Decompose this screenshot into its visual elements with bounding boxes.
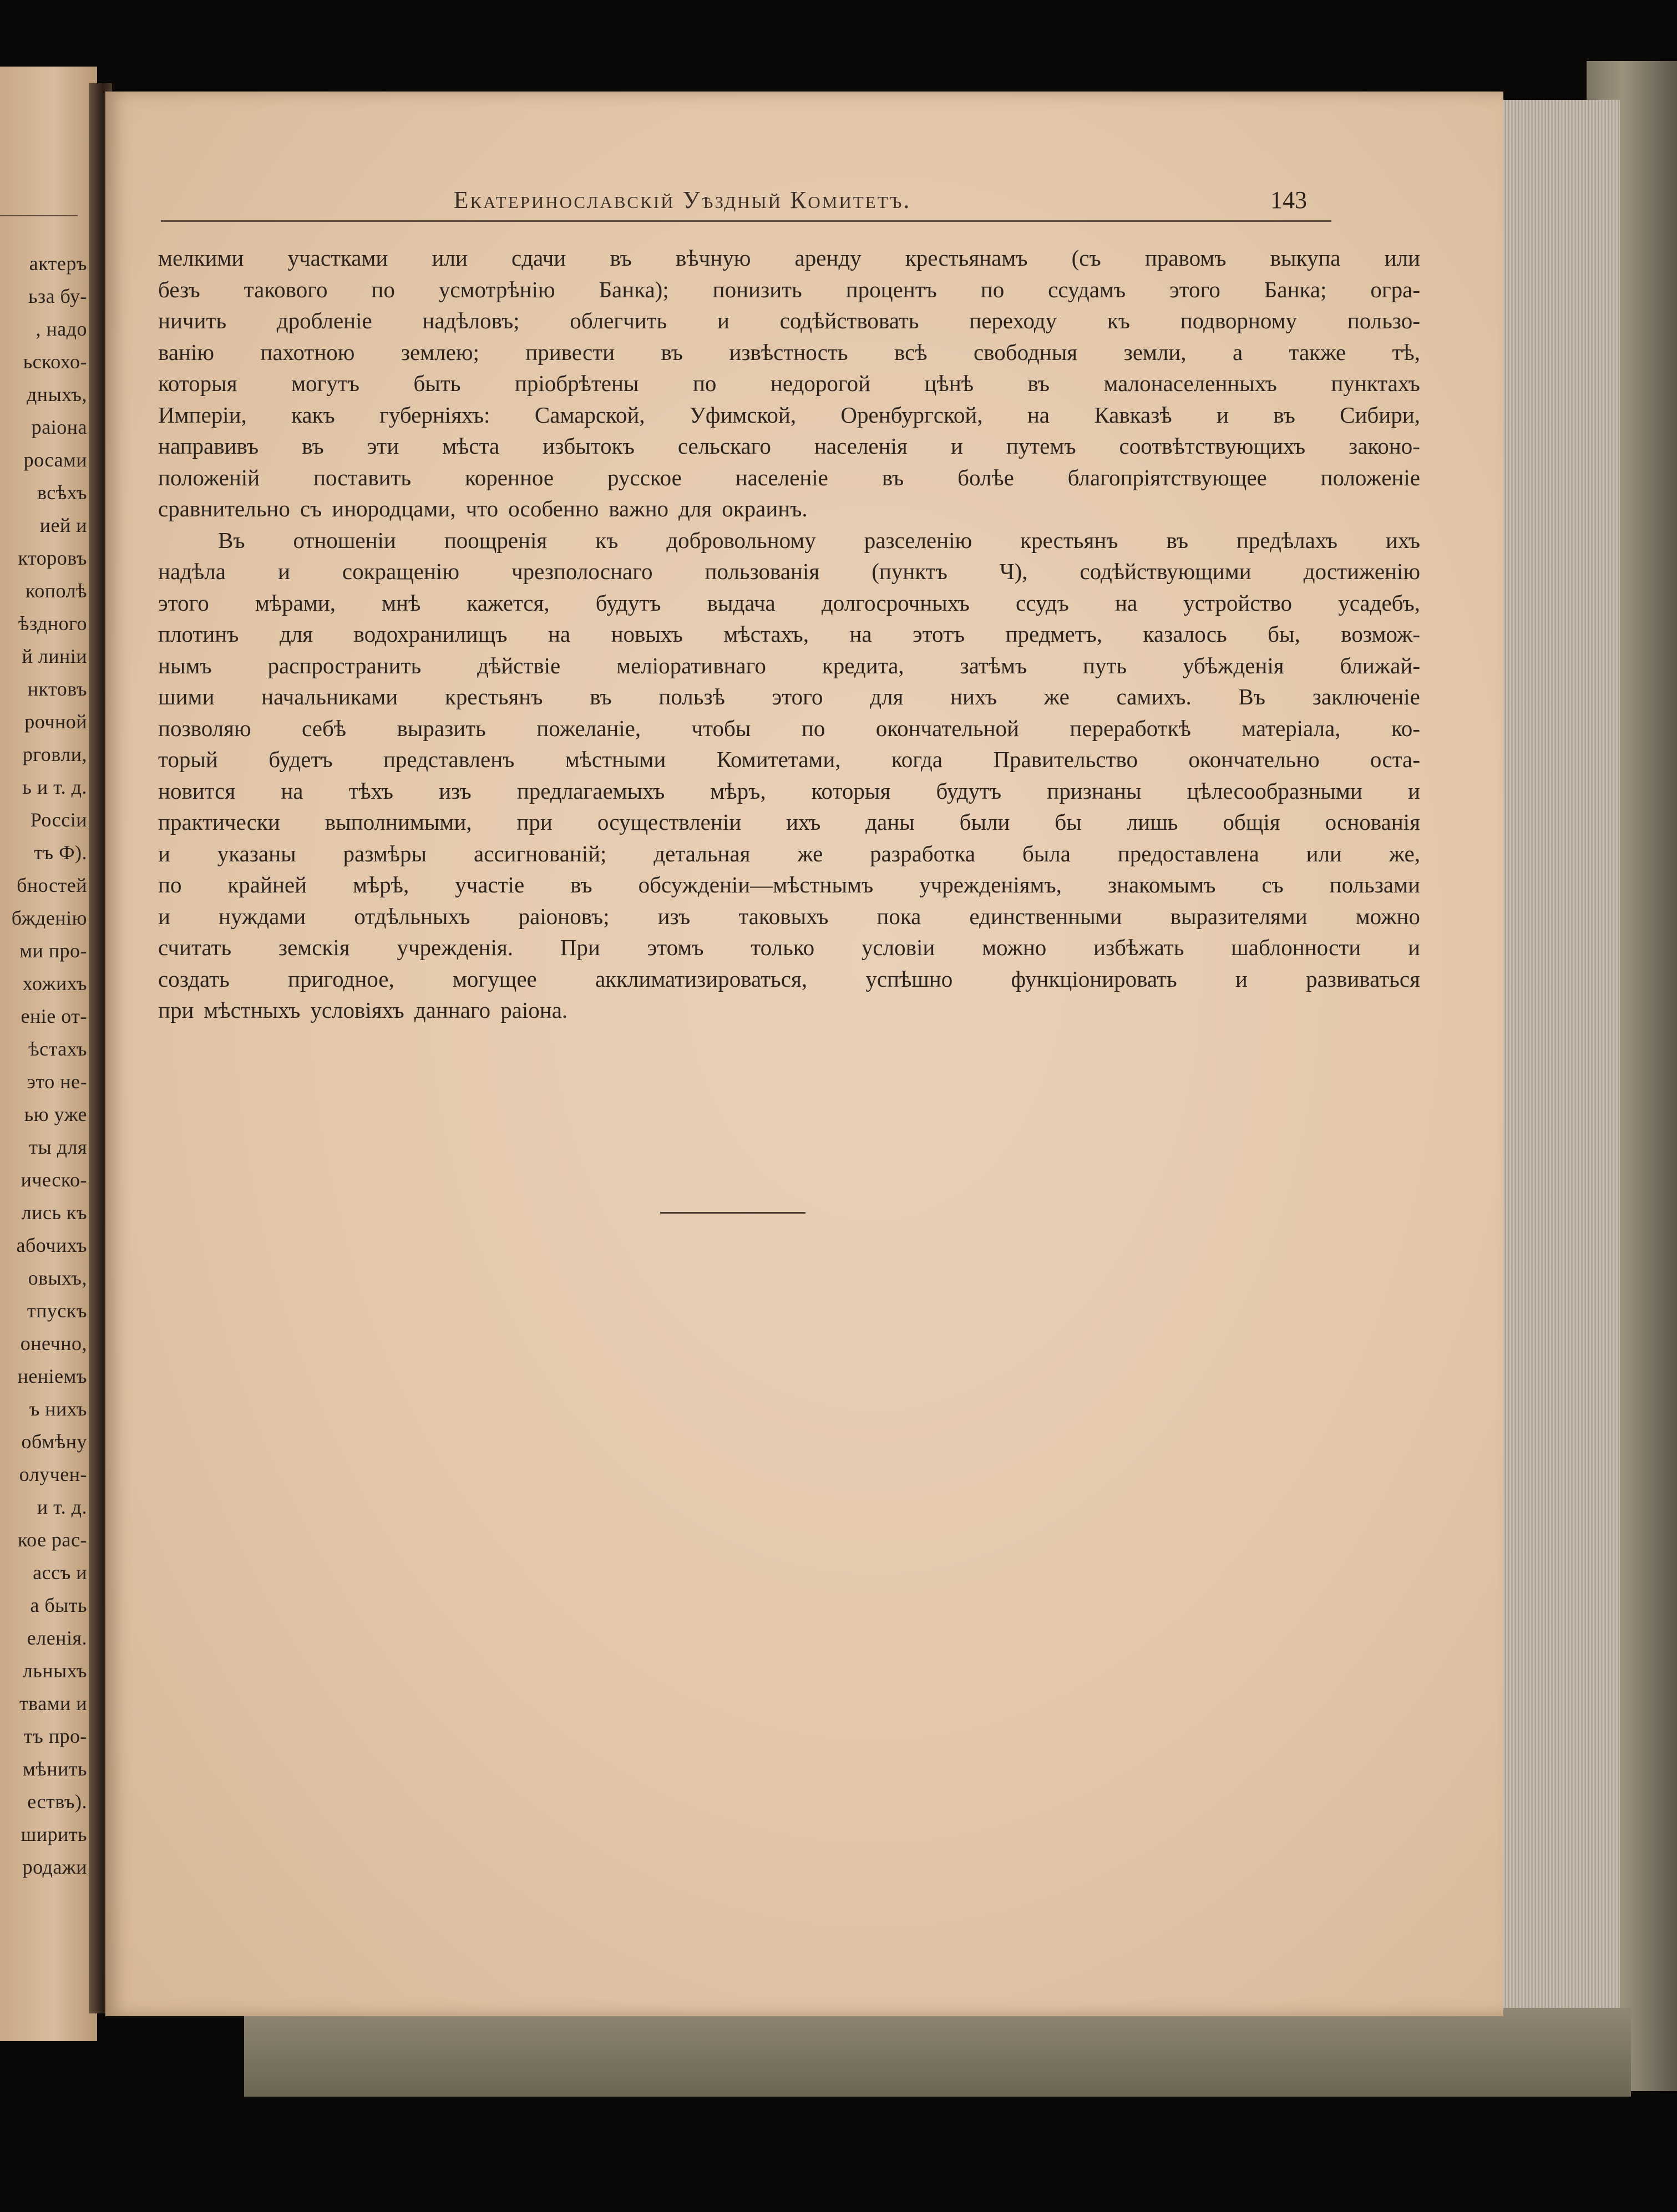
left-page-line: это не- bbox=[27, 1071, 87, 1093]
left-page-rule bbox=[0, 215, 78, 216]
left-page-line: Россіи bbox=[30, 809, 87, 831]
left-page-line: неніемъ bbox=[17, 1365, 87, 1387]
text-line: новится на тѣхъ изъ предлагаемыхъ мѣръ, которыя будутъ признаны цѣлесообразными и bbox=[158, 778, 1420, 804]
left-page-line: ьза бу- bbox=[28, 285, 87, 307]
left-page-line: кополѣ bbox=[26, 580, 87, 602]
left-page-line: ъ нихъ bbox=[29, 1398, 87, 1420]
left-page-line: а быть bbox=[30, 1594, 87, 1616]
text-line: этого мѣрами, мнѣ кажется, будутъ выдача долгосрочныхъ ссудъ на устройство усадебъ, bbox=[158, 590, 1420, 616]
left-page-line: лись къ bbox=[21, 1201, 87, 1224]
left-page-line: бностей bbox=[17, 874, 87, 896]
left-page-line: нктовъ bbox=[27, 678, 87, 700]
left-page-line: льныхъ bbox=[22, 1660, 87, 1682]
left-page-line: ми про- bbox=[19, 940, 87, 962]
left-page-line: хожихъ bbox=[22, 972, 87, 995]
end-rule bbox=[660, 1212, 805, 1214]
left-page-line: еніе от- bbox=[21, 1005, 87, 1027]
left-page-line: ширить bbox=[21, 1823, 87, 1845]
left-page-text bbox=[0, 247, 87, 1884]
text-line: и указаны размѣры ассигнованій; детальная же разработка была предоставлена или же, bbox=[158, 840, 1420, 866]
left-page-line: всѣхъ bbox=[37, 481, 87, 504]
header-rule bbox=[161, 220, 1331, 222]
text-line: направивъ въ эти мѣста избытокъ сельскаго населенія и путемъ соотвѣтствующихъ законо- bbox=[158, 433, 1420, 459]
text-line: сравнительно съ инородцами, что особенно важно для окраинъ. bbox=[158, 496, 808, 521]
text-line: нымъ распространить дѣйствіе меліоративнаго кредита, затѣмъ путь убѣжденія ближай- bbox=[158, 652, 1420, 678]
page-edges bbox=[1492, 100, 1620, 2030]
left-page-line: дныхъ, bbox=[26, 383, 87, 405]
left-page-line: актеръ bbox=[29, 252, 87, 275]
left-page-line: бжденію bbox=[11, 907, 87, 929]
left-facing-page bbox=[0, 67, 97, 2041]
running-head bbox=[105, 186, 1503, 219]
text-line: мелкими участками или сдачи въ вѣчную аренду крестьянамъ (съ правомъ выкупа или bbox=[158, 245, 1420, 271]
left-page-line: кторовъ bbox=[18, 547, 87, 569]
text-line: Имперіи, какъ губерніяхъ: Самарской, Уфимской, Оренбургской, на Кавказѣ и въ Сибири, bbox=[158, 402, 1420, 428]
text-line: по крайней мѣрѣ, участіе въ обсужденіи—мѣстнымъ учрежденіямъ, знакомымъ съ пользами bbox=[158, 872, 1420, 897]
left-page-line: ьскохо- bbox=[23, 351, 87, 373]
left-page-line: тъ Ф). bbox=[34, 841, 87, 864]
left-page-line: мѣнить bbox=[22, 1758, 87, 1780]
left-page-line: й линіи bbox=[22, 645, 87, 667]
running-head-title: Екатеринославскій Уѣздный Комитетъ. bbox=[453, 186, 911, 214]
text-line: считать земскія учрежденія. При этомъ только условіи можно избѣжать шаблонности и bbox=[158, 935, 1420, 960]
text-line: ничить дробленіе надѣловъ; облегчить и содѣйствовать переходу къ подворному пользо- bbox=[158, 308, 1420, 333]
left-page-line: онечно, bbox=[20, 1332, 87, 1354]
left-page-line: ествъ). bbox=[27, 1790, 87, 1813]
left-page-line: и т. д. bbox=[37, 1496, 87, 1518]
left-page-line: ь и т. д. bbox=[22, 776, 87, 798]
text-line: практически выполнимыми, при осуществленіи ихъ даны были бы лишь общія основанія bbox=[158, 809, 1420, 835]
left-page-line: тпускъ bbox=[27, 1300, 87, 1322]
body-text bbox=[158, 242, 1420, 1026]
left-page-line: родажи bbox=[22, 1856, 87, 1878]
left-page-line: ѣздного bbox=[18, 612, 87, 635]
left-page-line: овыхъ, bbox=[28, 1267, 87, 1289]
left-page-line: росами bbox=[23, 449, 87, 471]
left-page-line: ией и bbox=[39, 514, 87, 536]
left-page-line: абочихъ bbox=[16, 1234, 87, 1256]
left-page-line: ѣстахъ bbox=[28, 1038, 87, 1060]
left-page-line: ью уже bbox=[24, 1103, 87, 1125]
page-number: 143 bbox=[1270, 186, 1307, 214]
left-page-line: кое рас- bbox=[17, 1529, 87, 1551]
text-line: которыя могутъ быть пріобрѣтены по недорогой цѣнѣ въ малонаселенныхъ пунктахъ bbox=[158, 371, 1420, 396]
left-page-line: , надо bbox=[36, 318, 87, 340]
left-page-line: ты для bbox=[29, 1136, 87, 1158]
text-line: создать пригодное, могущее акклиматизироваться, успѣшно функціонировать и развиваться bbox=[158, 966, 1420, 992]
text-line: позволяю себѣ выразить пожеланіе, чтобы по окончательной переработкѣ матеріала, ко- bbox=[158, 715, 1420, 741]
left-page-line: еленія. bbox=[27, 1627, 87, 1649]
text-line: плотинъ для водохранилищъ на новыхъ мѣстахъ, на этотъ предметъ, казалось бы, возмож- bbox=[158, 621, 1420, 647]
text-line: Въ отношеніи поощренія къ добровольному разселенію крестьянъ въ предѣлахъ ихъ bbox=[218, 527, 1420, 553]
left-page-line: ассъ и bbox=[33, 1561, 87, 1584]
text-line: надѣла и сокращенію чрезполоснаго пользованія (пунктъ Ч), содѣйствующими достиженію bbox=[158, 559, 1420, 584]
left-page-line: раіона bbox=[31, 416, 87, 438]
left-page-line: твами и bbox=[19, 1692, 87, 1714]
left-page-line: обмѣну bbox=[21, 1430, 87, 1453]
right-page bbox=[105, 92, 1503, 2016]
left-page-line: олучен- bbox=[19, 1463, 87, 1485]
left-page-line: тъ про- bbox=[23, 1725, 87, 1747]
text-line: ванію пахотною землею; привести въ извѣстность всѣ свободныя земли, а также тѣ, bbox=[158, 339, 1420, 365]
text-line: и нуждами отдѣльныхъ раіоновъ; изъ таковыхъ пока единственными выразителями можно bbox=[158, 903, 1420, 929]
book-bottom-board bbox=[244, 2008, 1631, 2097]
text-line: безъ такового по усмотрѣнію Банка); понизить процентъ по ссудамъ этого Банка; огра- bbox=[158, 276, 1420, 302]
left-page-line: рговли, bbox=[22, 743, 87, 765]
text-line: при мѣстныхъ условіяхъ даннаго раіона. bbox=[158, 997, 568, 1023]
left-page-line: рочной bbox=[24, 711, 87, 733]
text-line: положеній поставить коренное русское населеніе въ болѣе благопріятствующее положеніе bbox=[158, 464, 1420, 490]
text-line: шими начальниками крестьянъ въ пользѣ этого для нихъ же самихъ. Въ заключеніе bbox=[158, 684, 1420, 709]
text-line: торый будетъ представленъ мѣстными Комитетами, когда Правительство окончательно оста- bbox=[158, 747, 1420, 772]
left-page-line: ическо- bbox=[21, 1169, 87, 1191]
